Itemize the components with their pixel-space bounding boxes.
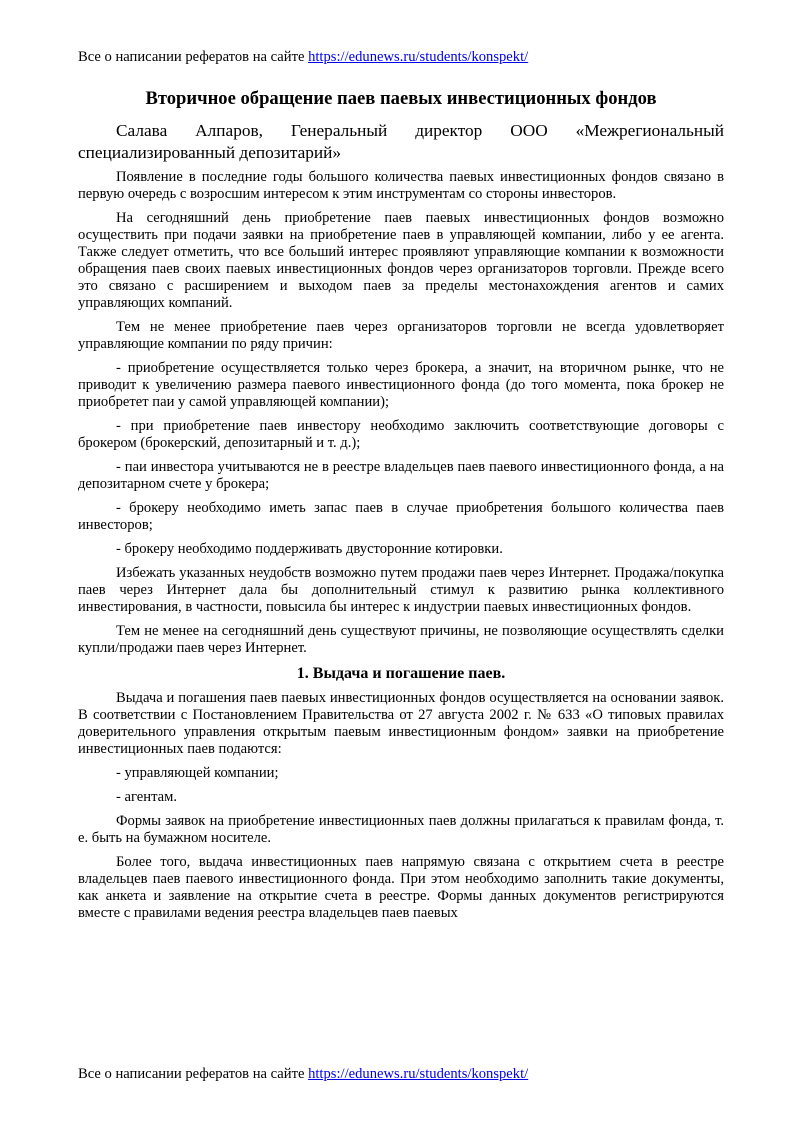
paragraph: Тем не менее приобретение паев через организаторов торговли не всегда удовлетворяет управляющие компании по ряду причин: [78,319,724,352]
document-body [78,169,724,929]
list-item: - брокеру необходимо иметь запас паев в случае приобретения большого количества паев инвесторов; [78,500,724,533]
footer-link[interactable]: https://edunews.ru/students/konspekt/ [308,1066,529,1082]
paragraph: На сегодняшний день приобретение паев паевых инвестиционных фондов возможно осуществить при подачи заявки на приобретение паев в управляющей компании, либо у ее агента. Также следует отметить, что все больший интерес проявляют управляющие компании к возможности обращения паев своих паевых инвестиционных фондов через организаторов торговли. Прежде всего это связано с расширением и выходом паев за пределы местонахождения агентов и самих управляющих компаний. [78,210,724,311]
footer-text: Все о написании рефератов на сайте [78,1066,309,1082]
document-title: Вторичное обращение паев паевых инвестиционных фондов [145,88,657,109]
list-item: - брокеру необходимо поддерживать двусторонние котировки. [116,541,503,557]
list-item: - агентам. [116,789,177,805]
page-header [78,48,528,66]
paragraph: Появление в последние годы большого количества паевых инвестиционных фондов связано в первую очередь с возросшим интересом к этим инструментам со стороны инвесторов. [78,169,724,202]
paragraph: Избежать указанных неудобств возможно путем продажи паев через Интернет. Продажа/покупка паев через Интернет дала бы дополнительный стимул к развитию рынка коллективного инвестирования, в частности, повысила бы интерес к индустрии паевых инвестиционных фондов. [78,565,724,615]
paragraph: Тем не менее на сегодняшний день существуют причины, не позволяющие осуществлять сделки купли/продажи паев через Интернет. [78,623,724,656]
author-line: Салава Алпаров, Генеральный директор ООО «Межрегиональный специализированный депозитарий» [78,121,724,162]
header-link[interactable]: https://edunews.ru/students/konspekt/ [308,49,529,65]
paragraph: Выдача и погашения паев паевых инвестиционных фондов осуществляется на основании заявок. В соответствии с Постановлением Правительства от 27 августа 2002 г. № 633 «О типовых правилах доверительного управления открытым паевым инвестиционным фондом» заявки на приобретение инвестиционных паев подаются: [78,690,724,757]
page-footer [78,1065,528,1083]
list-item: - приобретение осуществляется только через брокера, а значит, на вторичном рынке, что не приводит к увеличению размера паевого инвестиционного фонда (до того момента, пока брокер не приобретет паи у самой управляющей компании); [78,360,724,410]
paragraph: Более того, выдача инвестиционных паев напрямую связана с открытием счета в реестре владельцев паев паевого инвестиционного фонда. При этом необходимо заполнить такие документы, как анкета и заявление на открытие счета в реестре. Формы данных документов регистрируются вместе с правилами ведения реестра владельцев паев паевых [78,854,724,921]
list-item: - при приобретение паев инвестору необходимо заключить соответствующие договоры с брокером (брокерский, депозитарный и т. д.); [78,418,724,451]
header-text: Все о написании рефератов на сайте [78,49,309,65]
list-item: - управляющей компании; [116,765,279,781]
section-heading: 1. Выдача и погашение паев. [296,665,506,682]
paragraph: Формы заявок на приобретение инвестиционных паев должны прилагаться к правилам фонда, т. е. быть на бумажном носителе. [78,813,724,846]
list-item: - паи инвестора учитываются не в реестре владельцев паев паевого инвестиционного фонда, а на депозитарном счете у брокера; [78,459,724,492]
